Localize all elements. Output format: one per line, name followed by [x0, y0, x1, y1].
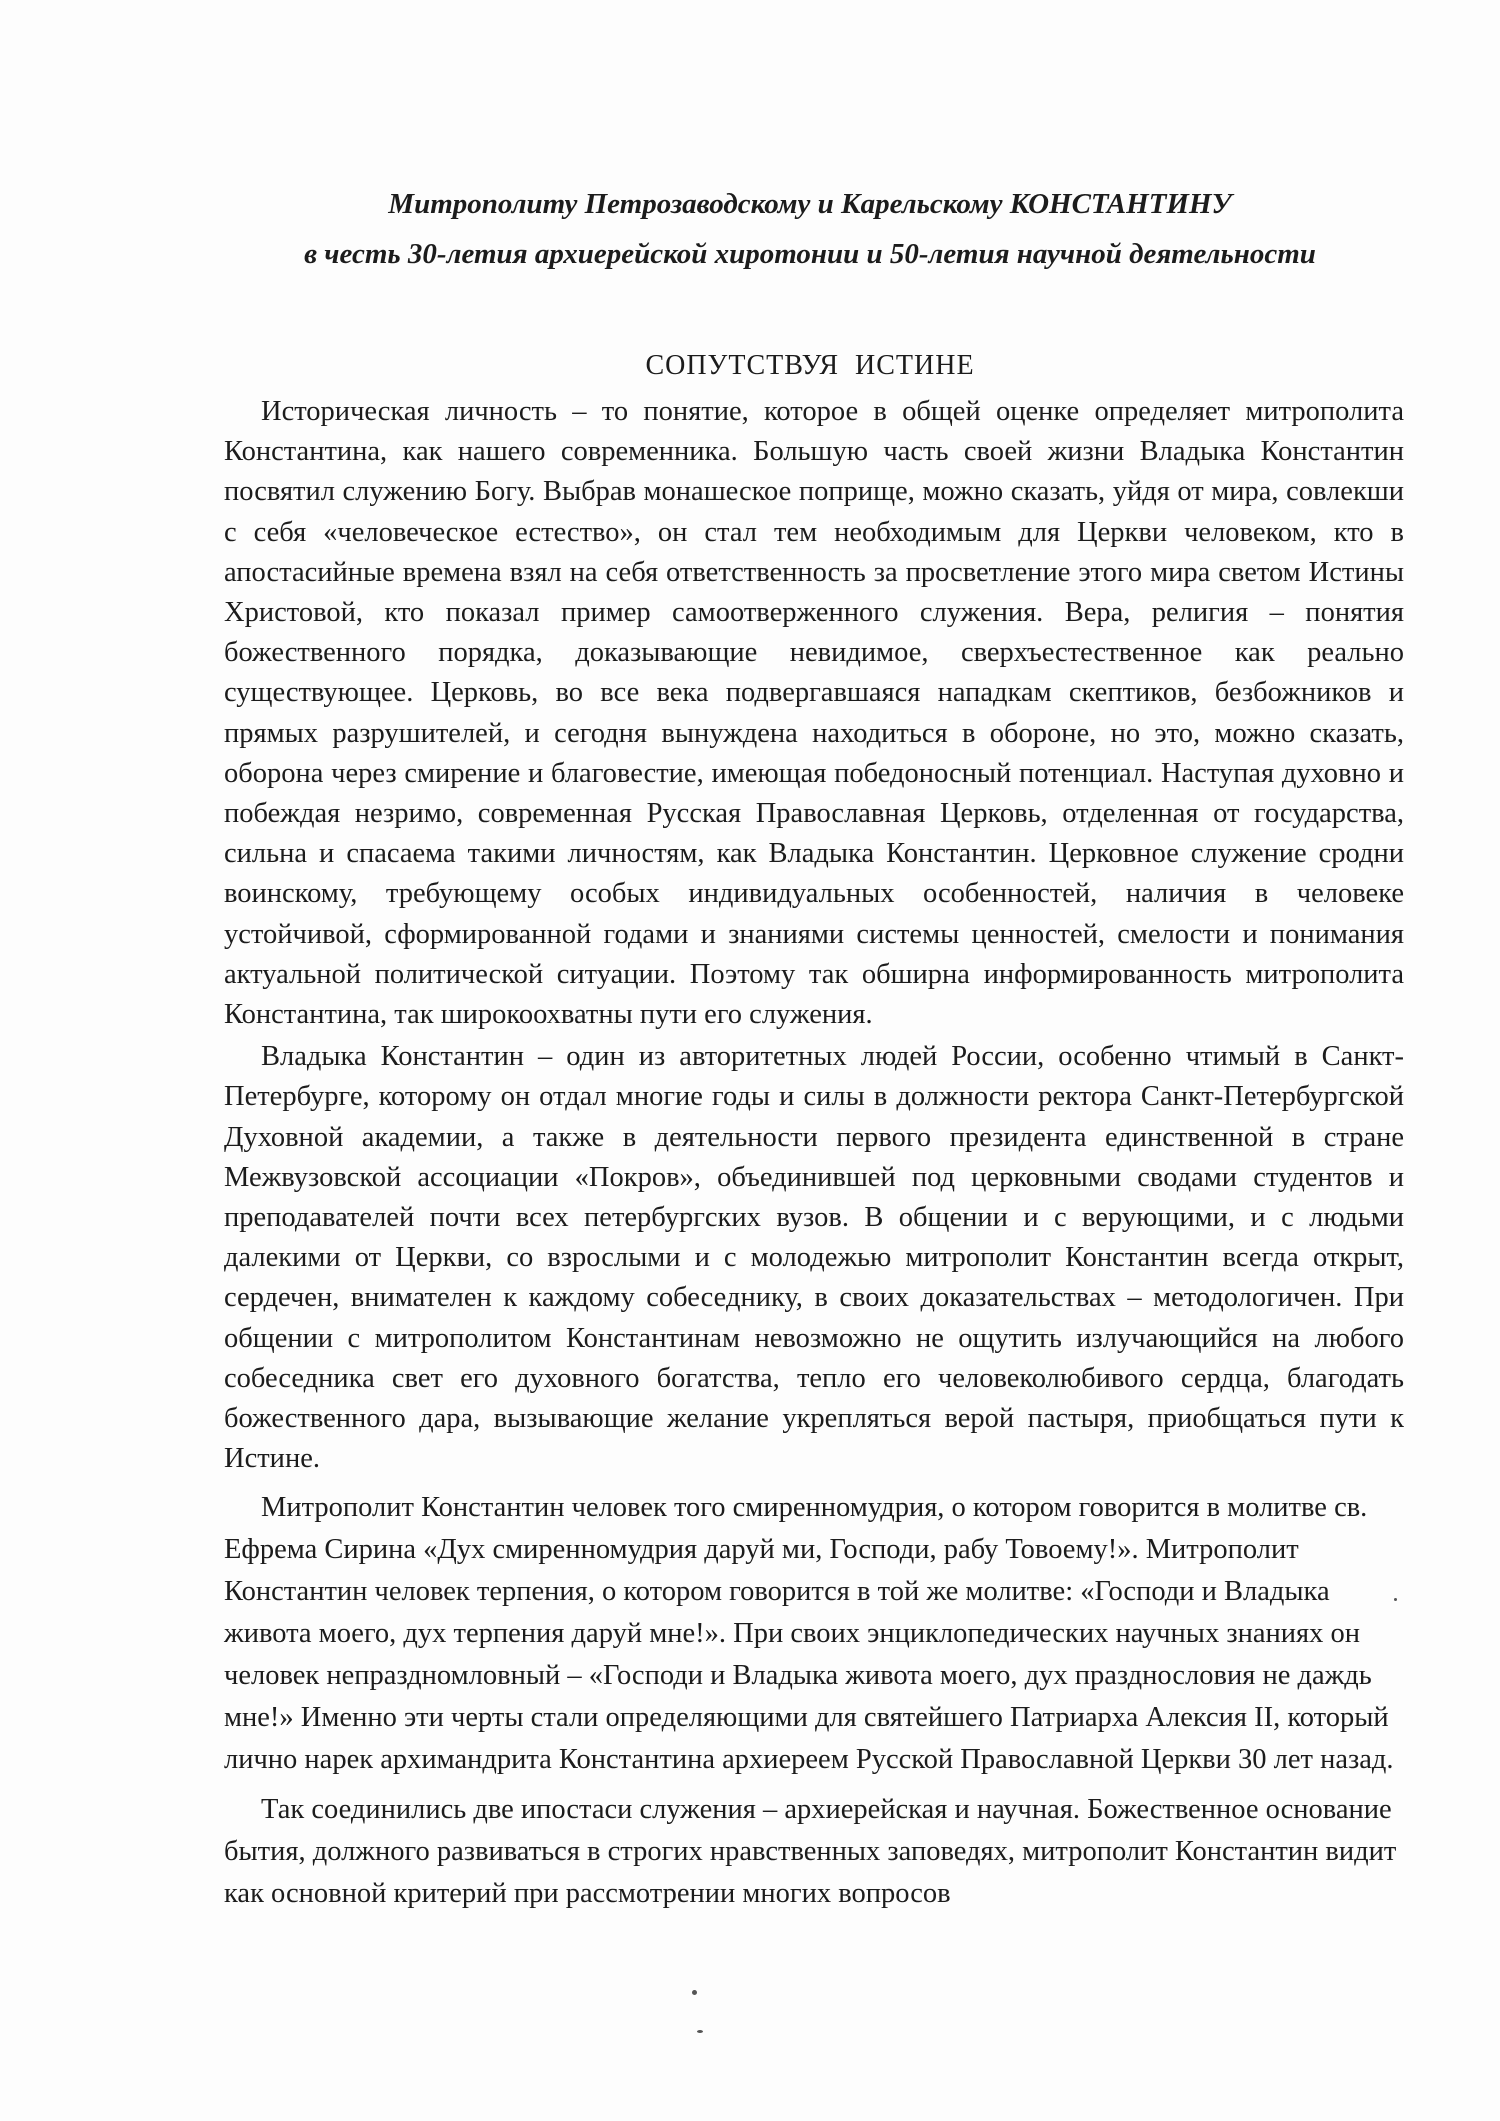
- dedication-line-2: в честь 30-летия архиерейской хиротонии и 50-летия научной деятельности: [304, 238, 1316, 270]
- dedication-line-1: Митрополиту Петрозаводскому и Карельскому КОНСТАНТИНУ: [388, 188, 1232, 220]
- paragraph-2: Владыка Константин – один из авторитетных людей России, особенно чтимый в Санкт-Петербурге, которому он отдал многие годы и силы в должности ректора Санкт-Петербургской Духовной академии, а также в деятельности первого президента единственной в стране Межвузовской ассоциации «Покров», объединившей под церковными сводами студентов и преподавателей почти всех петербургских вузов. В общении и с верующими, и с людьми далекими от Церкви, со взрослыми и с молодежью митрополит Константин всегда открыт, сердечен, внимателен к каждому собеседнику, в своих доказательствах – методологичен. При общении с митрополитом Константинам невозможно не ощутить излучающийся на любого собеседника свет его духовного богатства, тепло его человеколюбивого сердца, благодать божественного дара, вызывающие желание укрепляться верой пастыря, приобщаться пути к Истине.: [224, 1041, 1404, 1475]
- scan-speck: [697, 2030, 703, 2033]
- scan-speck: [692, 1990, 697, 1995]
- paragraph-4: Так соединились две ипостаси служения – архиерейская и научная. Божественное основание бытия, должного развиваться в строгих нравственных заповедях, митрополит Константин видит как основной критерий при рассмотрении многих вопросов: [224, 1794, 1397, 1910]
- paragraph-1: Историческая личность – то понятие, которое в общей оценке определяет митрополита Константина, как нашего современника. Большую часть своей жизни Владыка Константин посвятил служению Богу. Выбрав монашеское поприще, можно сказать, уйдя от мира, совлекши с себя «человеческое естество», он стал тем необходимым для Церкви человеком, кто в апостасийные времена взял на себя ответственность за просветление этого мира светом Истины Христовой, кто показал пример самоотверженного служения. Вера, религия – понятия божественного порядка, доказывающие невидимое, сверхъестественное как реально существующее. Церковь, во все века подвергавшаяся нападкам скептиков, безбожников и прямых разрушителей, и сегодня вынуждена находиться в обороне, но это, можно сказать, оборона через смирение и благовестие, имеющая победоносный потенциал. Наступая духовно и побеждая незримо, современная Русская Православная Церковь, отделенная от государства, сильна и спасаема такими личностям, как Владыка Константин. Церковное служение сродни воинскому, требующему особых индивидуальных особенностей, наличия в человеке устойчивой, сформированной годами и знаниями системы ценностей, смелости и понимания актуальной политической ситуации. Поэтому так обширна информированность митрополита Константина, так широкоохватны пути его служения.: [224, 396, 1404, 1031]
- article-body: [224, 392, 1404, 1915]
- scan-speck: [1394, 1598, 1397, 1601]
- paragraph-3: Митрополит Константин человек того смиренномудрия, о котором говорится в молитве св. Ефрема Сирина «Дух смиренномудрия даруй ми, Господи, рабу Товоему!». Митрополит Константин человек терпения, о котором говорится в той же молитве: «Господи и Владыка живота моего, дух терпения даруй мне!». При своих энциклопедических научных знаниях он человек непраздномловный – «Господи и Владыка живота моего, дух празднословия не даждь мне!» Именно эти черты стали определяющими для святейшего Патриарха Алексия II, который лично нарек архимандрита Константина архиереем Русской Православной Церкви 30 лет назад.: [224, 1492, 1394, 1776]
- article-title: СОПУТСТВУЯ ИСТИНЕ: [645, 350, 975, 381]
